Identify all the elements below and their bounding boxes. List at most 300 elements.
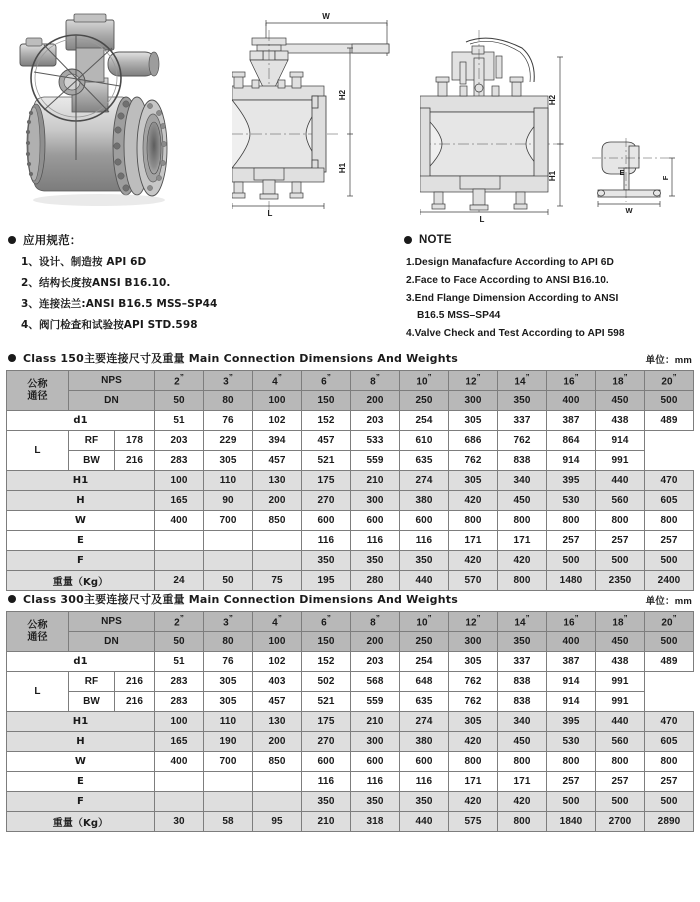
data-cell: 305: [449, 411, 498, 431]
data-cell: 130: [253, 471, 302, 491]
nps-header-cell: [645, 612, 694, 632]
table-row: [7, 491, 694, 511]
data-cell: 165: [155, 491, 204, 511]
note-title-text: NOTE: [419, 234, 452, 246]
data-cell: 257: [645, 531, 694, 551]
inch-mark: ”: [326, 373, 331, 383]
data-cell: 838: [498, 672, 547, 692]
data-cell: 635: [400, 451, 449, 471]
data-cell: 991: [596, 451, 645, 471]
nps-header-cell: [155, 371, 204, 391]
table-row: [7, 531, 694, 551]
nps-value: 6: [321, 376, 327, 388]
data-cell: [155, 772, 204, 792]
inch-mark: ”: [476, 614, 481, 624]
data-cell: 605: [645, 732, 694, 752]
dn-header-cell: 150: [302, 632, 351, 652]
data-cell: 470: [645, 712, 694, 732]
data-cell: 800: [547, 752, 596, 772]
data-cell: 914: [596, 431, 645, 451]
dn-header-cell: 450: [596, 391, 645, 411]
data-cell: 500: [547, 551, 596, 571]
table-unit: [646, 593, 692, 607]
nominal-diameter-label: [7, 612, 69, 652]
data-cell: 210: [351, 471, 400, 491]
data-cell: 800: [596, 511, 645, 531]
data-cell: 991: [596, 692, 645, 712]
nps-value: 8: [370, 617, 376, 629]
data-cell: 283: [155, 451, 204, 471]
data-cell: 380: [400, 491, 449, 511]
data-cell: 305: [449, 652, 498, 672]
dn-header-cell: 250: [400, 391, 449, 411]
data-cell: 2400: [645, 571, 694, 591]
data-cell: 171: [449, 531, 498, 551]
data-cell: 991: [596, 672, 645, 692]
data-cell: 171: [449, 772, 498, 792]
dn-header-cell: 80: [204, 391, 253, 411]
data-cell: 568: [351, 672, 400, 692]
dn-header-cell: 50: [155, 632, 204, 652]
data-cell: 24: [155, 571, 204, 591]
nps-value: 14: [514, 617, 526, 629]
dn-header-cell: 350: [498, 632, 547, 652]
dimension-tables: [0, 350, 700, 832]
row-sublabel: BW: [69, 451, 115, 471]
data-cell: 440: [596, 471, 645, 491]
row-label: F: [7, 551, 155, 571]
nps-header-cell: [351, 371, 400, 391]
inch-mark: ”: [672, 614, 677, 624]
data-cell: 216: [115, 451, 155, 471]
inch-mark: ”: [427, 373, 432, 383]
data-cell: 257: [596, 531, 645, 551]
dim-label-w-detail: W: [625, 206, 633, 215]
valve-photo: [4, 0, 230, 228]
note-block: [404, 228, 696, 345]
data-cell: 500: [596, 792, 645, 812]
data-cell: 58: [204, 812, 253, 832]
data-cell: 300: [351, 732, 400, 752]
nps-value: 8: [370, 376, 376, 388]
data-cell: 635: [400, 692, 449, 712]
bullet-icon: [8, 595, 16, 603]
data-cell: 2350: [596, 571, 645, 591]
data-cell: 200: [253, 732, 302, 752]
row-label: H1: [7, 471, 155, 491]
data-cell: 203: [351, 411, 400, 431]
data-cell: 605: [645, 491, 694, 511]
data-cell: 257: [547, 772, 596, 792]
data-cell: 340: [498, 712, 547, 732]
data-cell: 838: [498, 692, 547, 712]
nominal-diameter-line1: 公称: [27, 619, 48, 631]
dn-header-cell: 400: [547, 632, 596, 652]
dn-row-label: DN: [69, 632, 155, 652]
data-cell: 762: [498, 431, 547, 451]
data-cell: 254: [400, 411, 449, 431]
data-cell: 489: [645, 652, 694, 672]
table-row: [7, 431, 694, 451]
nps-value: 2: [174, 376, 180, 388]
data-cell: 200: [253, 491, 302, 511]
data-cell: 195: [302, 571, 351, 591]
inch-mark: ”: [525, 614, 530, 624]
row-sublabel: BW: [69, 692, 115, 712]
table-row: [7, 692, 694, 712]
note-item-text: 4.Valve Check and Test According to API 598: [406, 328, 625, 339]
table-unit-value: mm: [674, 596, 692, 607]
row-label: E: [7, 531, 155, 551]
table-unit-label: 单位：: [645, 596, 675, 607]
nps-value: 12: [465, 617, 477, 629]
data-cell: 175: [302, 712, 351, 732]
dn-header-cell: 250: [400, 632, 449, 652]
row-sublabel: RF: [69, 672, 115, 692]
data-cell: 800: [498, 752, 547, 772]
data-cell: 210: [302, 812, 351, 832]
nps-header-cell: [547, 371, 596, 391]
data-cell: 457: [253, 692, 302, 712]
table-caption-text: Class 150主要连接尺寸及重量 Main Connection Dimensions And Weights: [23, 352, 458, 365]
nps-value: 6: [321, 617, 327, 629]
data-cell: 450: [498, 732, 547, 752]
data-cell: 254: [400, 652, 449, 672]
nps-header-cell: [302, 371, 351, 391]
table-row: [7, 451, 694, 471]
data-cell: 800: [596, 752, 645, 772]
table-caption: [8, 350, 458, 366]
data-cell: 350: [302, 792, 351, 812]
inch-mark: ”: [525, 373, 530, 383]
data-cell: 420: [449, 792, 498, 812]
data-cell: 350: [351, 551, 400, 571]
data-cell: 559: [351, 692, 400, 712]
table-header-nps-row: [7, 371, 694, 391]
data-cell: 387: [547, 652, 596, 672]
data-cell: 110: [204, 471, 253, 491]
inch-mark: ”: [375, 614, 380, 624]
data-cell: 570: [449, 571, 498, 591]
data-cell: 270: [302, 732, 351, 752]
data-cell: 283: [155, 672, 204, 692]
data-cell: 420: [449, 491, 498, 511]
note-item-text: 2.Face to Face According to ANSI B16.10.: [406, 275, 609, 286]
table-row: [7, 511, 694, 531]
inch-mark: ”: [277, 373, 282, 383]
note-item: [404, 327, 696, 340]
table-unit-label: 单位：: [645, 355, 675, 366]
data-cell: 350: [351, 792, 400, 812]
dn-header-cell: 500: [645, 632, 694, 652]
data-cell: 337: [498, 652, 547, 672]
data-cell: 914: [547, 451, 596, 471]
nps-header-cell: [596, 612, 645, 632]
dn-header-cell: 50: [155, 391, 204, 411]
data-cell: 800: [498, 511, 547, 531]
data-cell: 152: [302, 411, 351, 431]
bullet-icon: [8, 236, 16, 244]
nps-header-cell: [400, 371, 449, 391]
inch-mark: ”: [228, 614, 233, 624]
note-item-text: 1.Design Manafacfure According to API 6D: [406, 257, 614, 268]
inch-mark: ”: [427, 614, 432, 624]
data-cell: 400: [155, 752, 204, 772]
data-cell: 521: [302, 692, 351, 712]
table-caption-row: [6, 591, 694, 611]
data-cell: 850: [253, 511, 302, 531]
nps-value: 3: [223, 376, 229, 388]
data-cell: 560: [596, 491, 645, 511]
data-cell: 762: [449, 692, 498, 712]
data-cell: [204, 551, 253, 571]
row-label: W: [7, 511, 155, 531]
dn-header-cell: 150: [302, 391, 351, 411]
data-cell: 450: [498, 491, 547, 511]
data-cell: 116: [302, 772, 351, 792]
row-label: F: [7, 792, 155, 812]
data-cell: 171: [498, 531, 547, 551]
data-cell: 438: [596, 652, 645, 672]
data-cell: 1480: [547, 571, 596, 591]
data-cell: 838: [498, 451, 547, 471]
note-item-continuation: B16.5 MSS–SP44: [417, 310, 501, 321]
data-cell: 489: [645, 411, 694, 431]
data-cell: 440: [596, 712, 645, 732]
data-cell: 530: [547, 491, 596, 511]
table-header-dn-row: [7, 391, 694, 411]
row-label: H: [7, 732, 155, 752]
bullet-icon: [8, 354, 16, 362]
data-cell: [253, 792, 302, 812]
data-cell: 51: [155, 411, 204, 431]
note-item-text: 3.End Flange Dimension According to ANSI: [406, 293, 619, 304]
nps-value: 10: [416, 376, 428, 388]
data-cell: 178: [115, 431, 155, 451]
data-cell: 500: [645, 792, 694, 812]
spec-item: 2、结构长度按ANSI B16.10.: [21, 277, 171, 289]
data-cell: 403: [253, 672, 302, 692]
data-cell: 90: [204, 491, 253, 511]
table-caption-row: [6, 350, 694, 370]
data-cell: 116: [302, 531, 351, 551]
data-cell: 600: [351, 511, 400, 531]
data-cell: 420: [498, 792, 547, 812]
inch-mark: ”: [326, 614, 331, 624]
data-cell: 502: [302, 672, 351, 692]
nps-header-cell: [302, 612, 351, 632]
data-cell: 274: [400, 712, 449, 732]
data-cell: 800: [498, 571, 547, 591]
nps-header-cell: [449, 371, 498, 391]
data-cell: 130: [253, 712, 302, 732]
data-cell: 800: [449, 511, 498, 531]
dim-label-h2: H2: [338, 89, 347, 101]
data-cell: 600: [400, 752, 449, 772]
data-cell: 300: [351, 491, 400, 511]
data-cell: 350: [400, 792, 449, 812]
data-cell: 420: [449, 732, 498, 752]
dn-row-label: DN: [69, 391, 155, 411]
data-cell: 203: [351, 652, 400, 672]
dim-label-f: F: [661, 175, 670, 181]
data-cell: 76: [204, 652, 253, 672]
dn-header-cell: 200: [351, 632, 400, 652]
data-cell: 116: [400, 531, 449, 551]
dn-header-cell: 200: [351, 391, 400, 411]
data-cell: 318: [351, 812, 400, 832]
data-cell: 337: [498, 411, 547, 431]
drawings-area: [0, 0, 700, 228]
data-cell: [204, 772, 253, 792]
table-row: [7, 672, 694, 692]
inch-mark: ”: [375, 373, 380, 383]
inch-mark: ”: [623, 373, 628, 383]
data-cell: 190: [204, 732, 253, 752]
row-label: H: [7, 491, 155, 511]
row-group-label-l: L: [7, 431, 69, 471]
data-cell: 305: [449, 712, 498, 732]
data-cell: 686: [449, 431, 498, 451]
row-label: E: [7, 772, 155, 792]
data-cell: 110: [204, 712, 253, 732]
data-cell: 280: [351, 571, 400, 591]
data-cell: 800: [449, 752, 498, 772]
note-item: [404, 256, 696, 269]
data-cell: 257: [596, 772, 645, 792]
nps-value: 14: [514, 376, 526, 388]
nps-header-cell: [204, 612, 253, 632]
application-spec-list: [8, 256, 388, 332]
inch-mark: ”: [574, 614, 579, 624]
row-label: H1: [7, 712, 155, 732]
application-spec-block: [8, 228, 388, 340]
data-cell: 420: [498, 551, 547, 571]
data-cell: [253, 772, 302, 792]
data-cell: 257: [645, 772, 694, 792]
data-cell: 210: [351, 712, 400, 732]
data-cell: 116: [351, 531, 400, 551]
note-item: [404, 274, 696, 287]
table-section-1: [0, 350, 700, 591]
dim-label-l-right: L: [479, 215, 485, 224]
dim-label-e: E: [619, 168, 625, 177]
nps-header-cell: [596, 371, 645, 391]
row-group-label-l: L: [7, 672, 69, 712]
nps-header-cell: [498, 612, 547, 632]
data-cell: 850: [253, 752, 302, 772]
data-cell: 229: [204, 431, 253, 451]
spec-note-area: [0, 228, 700, 350]
data-cell: 500: [645, 551, 694, 571]
data-cell: 700: [204, 752, 253, 772]
inch-mark: ”: [277, 614, 282, 624]
nps-header-cell: [645, 371, 694, 391]
data-cell: 600: [302, 511, 351, 531]
data-cell: [155, 531, 204, 551]
data-cell: 102: [253, 411, 302, 431]
data-cell: 470: [645, 471, 694, 491]
nps-value: 18: [612, 617, 624, 629]
data-cell: 395: [547, 712, 596, 732]
data-cell: 521: [302, 451, 351, 471]
nps-header-cell: [400, 612, 449, 632]
row-label: W: [7, 752, 155, 772]
dim-label-w: W: [322, 12, 330, 21]
spec-item: 3、连接法兰:ANSI B16.5 MSS–SP44: [21, 298, 218, 310]
nps-row-label: NPS: [69, 371, 155, 391]
nps-value: 12: [465, 376, 477, 388]
inch-mark: ”: [179, 614, 184, 624]
data-cell: [253, 531, 302, 551]
nps-value: 4: [272, 376, 278, 388]
data-cell: 100: [155, 471, 204, 491]
note-list: [404, 256, 696, 340]
row-label: d1: [7, 652, 155, 672]
data-cell: 440: [400, 571, 449, 591]
data-cell: 762: [449, 672, 498, 692]
nps-value: 2: [174, 617, 180, 629]
dn-header-cell: 80: [204, 632, 253, 652]
nps-header-cell: [204, 371, 253, 391]
data-cell: 116: [351, 772, 400, 792]
table-row: [7, 652, 694, 672]
nps-header-cell: [498, 371, 547, 391]
row-sublabel: RF: [69, 431, 115, 451]
data-cell: 559: [351, 451, 400, 471]
data-cell: 257: [547, 531, 596, 551]
dim-label-h1-right: H1: [548, 170, 557, 182]
data-cell: 800: [645, 511, 694, 531]
inch-mark: ”: [574, 373, 579, 383]
data-cell: 165: [155, 732, 204, 752]
data-cell: 800: [645, 752, 694, 772]
data-cell: 171: [498, 772, 547, 792]
data-cell: 270: [302, 491, 351, 511]
data-cell: 380: [400, 732, 449, 752]
data-cell: 700: [204, 511, 253, 531]
inch-mark: ”: [672, 373, 677, 383]
row-label: 重量（Kg）: [7, 571, 155, 591]
table-unit-value: mm: [674, 355, 692, 366]
bullet-icon: [404, 236, 412, 244]
dim-label-h1: H1: [338, 162, 347, 174]
table-header-nps-row: [7, 612, 694, 632]
data-cell: 530: [547, 732, 596, 752]
data-cell: 457: [302, 431, 351, 451]
data-cell: 350: [302, 551, 351, 571]
nps-header-cell: [155, 612, 204, 632]
table-unit: [646, 352, 692, 366]
table-header-dn-row: [7, 632, 694, 652]
table-caption: [8, 591, 458, 607]
dn-header-cell: 300: [449, 632, 498, 652]
data-cell: 500: [547, 792, 596, 812]
table-row: [7, 712, 694, 732]
data-cell: 762: [449, 451, 498, 471]
dimensions-table: [6, 611, 694, 832]
nominal-diameter-line1: 公称: [27, 378, 48, 390]
table-row: [7, 471, 694, 491]
nominal-diameter-label: [7, 371, 69, 411]
data-cell: 575: [449, 812, 498, 832]
nps-header-cell: [449, 612, 498, 632]
data-cell: [155, 792, 204, 812]
data-cell: 305: [204, 672, 253, 692]
note-title: [404, 233, 696, 247]
data-cell: 864: [547, 431, 596, 451]
data-cell: 1840: [547, 812, 596, 832]
